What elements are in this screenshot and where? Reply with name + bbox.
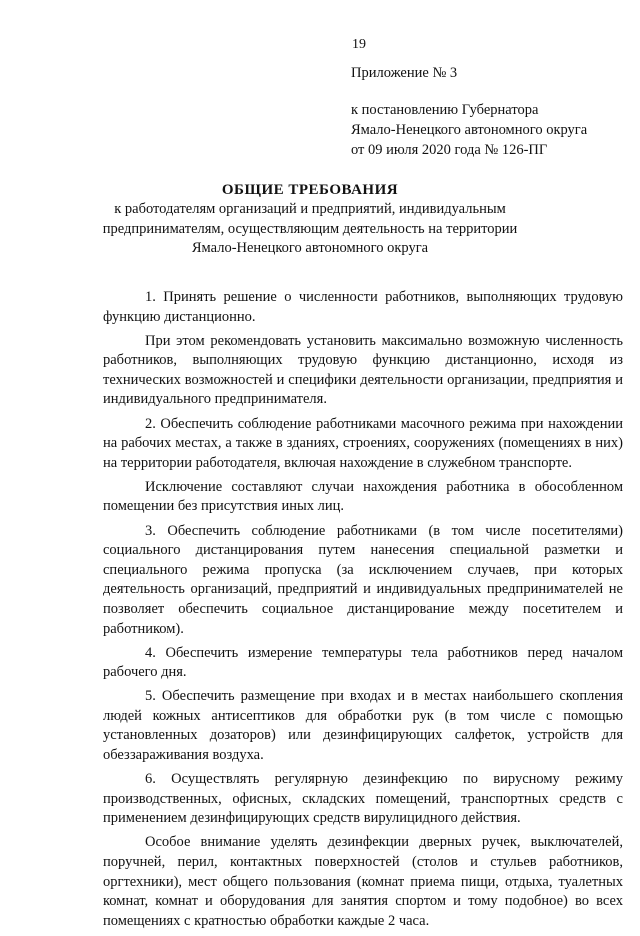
appendix-label: Приложение № 3 [351,65,458,81]
document-body [103,288,623,936]
appendix-line: к постановлению Губернатора [351,102,539,118]
paragraph: 4. Обеспечить измерение температуры тела работников перед началом рабочего дня. [103,644,623,681]
document-subtitle-line: к работодателям организаций и предприятий, индивидуальным [114,201,506,217]
paragraph: 2. Обеспечить соблюдение работниками масочного режима при нахождении на рабочих местах, а также в зданиях, строениях, сооружениях (помещениях в них) на территории работодателя, включая нахождение в служебном транспорте. [103,415,623,471]
paragraph: 6. Осуществлять регулярную дезинфекцию по вирусному режиму производственных, офисных, складских помещений, транспортных средств с применением дезинфицирующих средств вирулицидного действия. [103,771,623,827]
appendix-reference [351,100,587,160]
paragraph: 1. Принять решение о численности работников, выполняющих трудовую функцию дистанционно. [103,289,623,325]
paragraph: Особое внимание уделять дезинфекции дверных ручек, выключателей, поручней, перил, контактных поверхностей (столов и стульев работников, оргтехники), мест общего пользования (комнат приема пищи, отдыха, туалетных комнат, комнат и оборудования для занятия спортом и тому подобное) во всех помещениях с кратностью обработки каждые 2 часа. [103,834,623,929]
page-number: 19 [352,37,366,52]
paragraph: Исключение составляют случаи нахождения работника в обособленном помещении без присутствия иных лиц. [103,478,623,515]
appendix-line: от 09 июля 2020 года № 126-ПГ [351,142,548,158]
document-title: ОБЩИЕ ТРЕБОВАНИЯ [221,182,399,198]
paragraph: 3. Обеспечить соблюдение работниками (в том числе посетителями) социального дистанцирования путем нанесения специальной разметки и специального режима пропуска (за исключением случаев, при которых деятельность организаций, предприятий и индивидуальных предпринимателей не позволяет обеспечить социальное дистанцирование между посетителем и работником). [103,522,623,637]
document-subtitle-line: предпринимателям, осуществляющим деятельность на территории [102,220,518,237]
document-heading [100,180,520,259]
paragraph: 5. Обеспечить размещение при входах и в местах наибольшего скопления людей кожных антисептиков для обработки рук (в том числе с помощью установленных дозаторов) или дезинфицирующих салфеток, устройств для обеззараживания воздуха. [103,688,623,764]
paragraph: При этом рекомендовать установить максимально возможную численность работников, выполняющих трудовую функцию дистанционно, исходя из технических возможностей и специфики деятельности организации, предприятия и индивидуального предпринимателя. [103,332,623,408]
appendix-line: Ямало-Ненецкого автономного округа [351,122,588,138]
document-subtitle-line: Ямало-Ненецкого автономного округа [191,240,429,256]
appendix-block [351,63,587,160]
